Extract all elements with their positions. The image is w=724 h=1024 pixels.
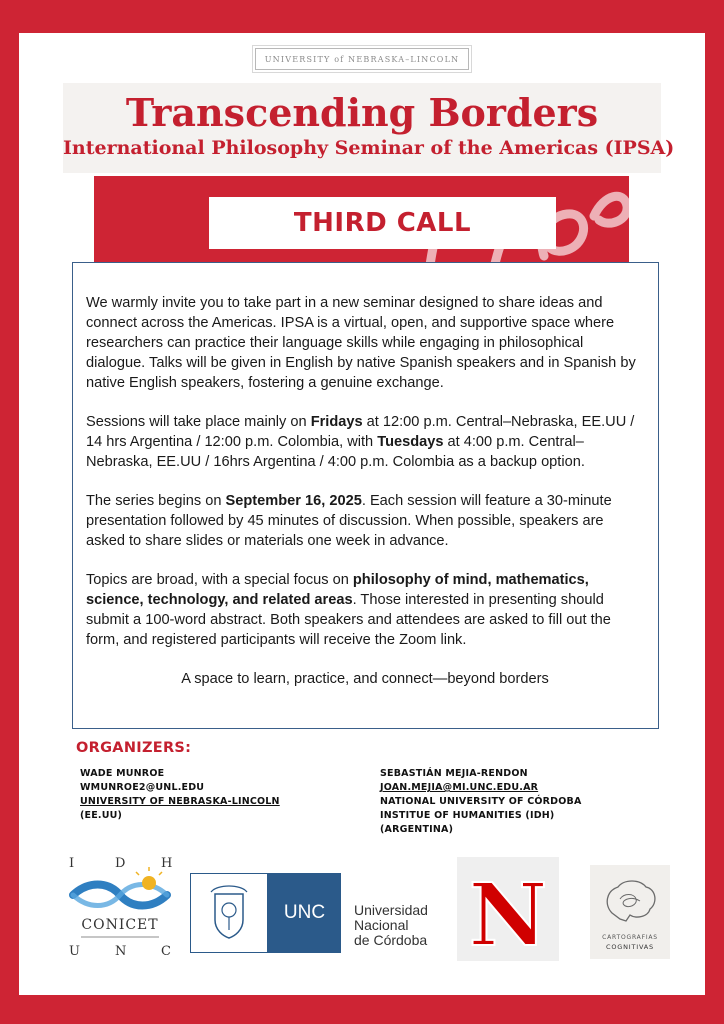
third-call-label: THIRD CALL bbox=[293, 208, 472, 238]
unc-abbreviation: UNC bbox=[268, 873, 341, 953]
organizer-institution-link[interactable]: UNIVERSITY OF NEBRASKA-LINCOLN bbox=[80, 796, 280, 807]
title-block bbox=[63, 83, 675, 173]
unc-name-line: Nacional bbox=[354, 917, 409, 933]
page-subtitle: International Philosophy Seminar of the Americas (IPSA) bbox=[63, 137, 675, 159]
nebraska-n-logo-icon bbox=[457, 857, 559, 961]
cartografias-label: CARTOGRAFIAS bbox=[602, 934, 658, 941]
idh-letter: I bbox=[69, 856, 75, 871]
nebraska-letter: N bbox=[468, 865, 548, 961]
text-run: Topics are broad, with a special focus on bbox=[86, 572, 353, 588]
paragraph-sessions bbox=[86, 412, 644, 472]
unc-full-name bbox=[354, 903, 428, 948]
bold-text-tuesdays: Tuesdays bbox=[377, 434, 444, 450]
organizer-right bbox=[380, 767, 582, 837]
text-run: at 4:00 p.m. Central–Nebraska, EE.UU / 16hrs Argentina / 4:00 p.m. Colombia as a backup option. bbox=[86, 434, 585, 470]
invitation-text-box bbox=[72, 262, 659, 729]
organizer-name: SEBASTIÁN MEJIA-RENDON bbox=[380, 768, 528, 779]
organizers-heading: ORGANIZERS: bbox=[76, 740, 192, 756]
paragraph-intro: We warmly invite you to take part in a new seminar designed to share ideas and connect across the Americas. IPSA is a virtual, open, and supportive space where researchers can practice their language skills while engaging in philosophical dialogue. Talks will be given in English by native Spanish speakers and in Spanish by native English speakers, fostering a genuine exchange. bbox=[86, 295, 636, 391]
text-run: . Each session will feature a 30-minute presentation followed by 45 minutes of discussion. When possible, speakers are asked to share slides or materials one week in advance. bbox=[86, 493, 612, 549]
text-run: at 12:00 p.m. Central–Nebraska, EE.UU / 14 hrs Argentina / 12:00 p.m. Colombia, with bbox=[86, 414, 635, 450]
idh-letter: D bbox=[115, 856, 126, 871]
university-header: UNIVERSITY of NEBRASKA–LINCOLN bbox=[255, 48, 469, 70]
idh-conicet-logo-icon bbox=[63, 853, 178, 959]
unc-shield bbox=[190, 873, 268, 953]
text-run: The series begins on bbox=[86, 493, 226, 509]
unc-crest-icon bbox=[191, 874, 267, 952]
organizer-name: WADE MUNROE bbox=[80, 768, 165, 779]
organizer-institution: NATIONAL UNIVERSITY OF CÓRDOBA bbox=[380, 796, 582, 807]
organizer-country: (EE.UU) bbox=[80, 810, 123, 821]
unc-letter: N bbox=[115, 944, 127, 959]
organizer-email[interactable]: WMUNROE2@UNL.EDU bbox=[80, 782, 205, 793]
idh-letter: H bbox=[161, 856, 173, 871]
conicet-label: CONICET bbox=[81, 917, 159, 933]
flyer-page bbox=[19, 33, 705, 995]
paragraph-topics bbox=[86, 570, 644, 650]
unc-letter: C bbox=[161, 944, 171, 959]
unc-name-line: Universidad bbox=[354, 902, 428, 918]
organizer-email-link[interactable]: JOAN.MEJIA@MI.UNC.EDU.AR bbox=[380, 782, 539, 793]
closing-tagline: A space to learn, practice, and connect—beyond borders bbox=[181, 671, 549, 687]
third-call-label-box bbox=[209, 197, 556, 249]
unc-letter: U bbox=[69, 944, 80, 959]
organizer-institute: INSTITUE OF HUMANITIES (IDH) bbox=[380, 810, 555, 821]
text-run: . Those interested in presenting should submit a 100-word abstract. Both speakers and attendees are asked to fill out the form, and registered participants will receive the Zoom link. bbox=[86, 592, 611, 648]
bold-text-fridays: Fridays bbox=[310, 414, 363, 430]
unc-logo bbox=[190, 873, 440, 953]
cognitivas-label: COGNITIVAS bbox=[606, 943, 654, 951]
bold-text-topics: philosophy of mind, mathematics, science, technology, and related areas bbox=[86, 572, 589, 608]
unc-name-line: de Córdoba bbox=[354, 932, 428, 948]
bold-text-start-date: September 16, 2025 bbox=[225, 493, 362, 509]
paragraph-schedule bbox=[86, 491, 644, 551]
organizer-left bbox=[80, 767, 280, 823]
organizer-country: (ARGENTINA) bbox=[380, 824, 454, 835]
text-run: Sessions will take place mainly on bbox=[86, 414, 311, 430]
page-title: Transcending Borders bbox=[125, 90, 599, 135]
cartografias-cognitivas-logo-icon bbox=[590, 865, 670, 959]
call-banner bbox=[94, 176, 629, 272]
